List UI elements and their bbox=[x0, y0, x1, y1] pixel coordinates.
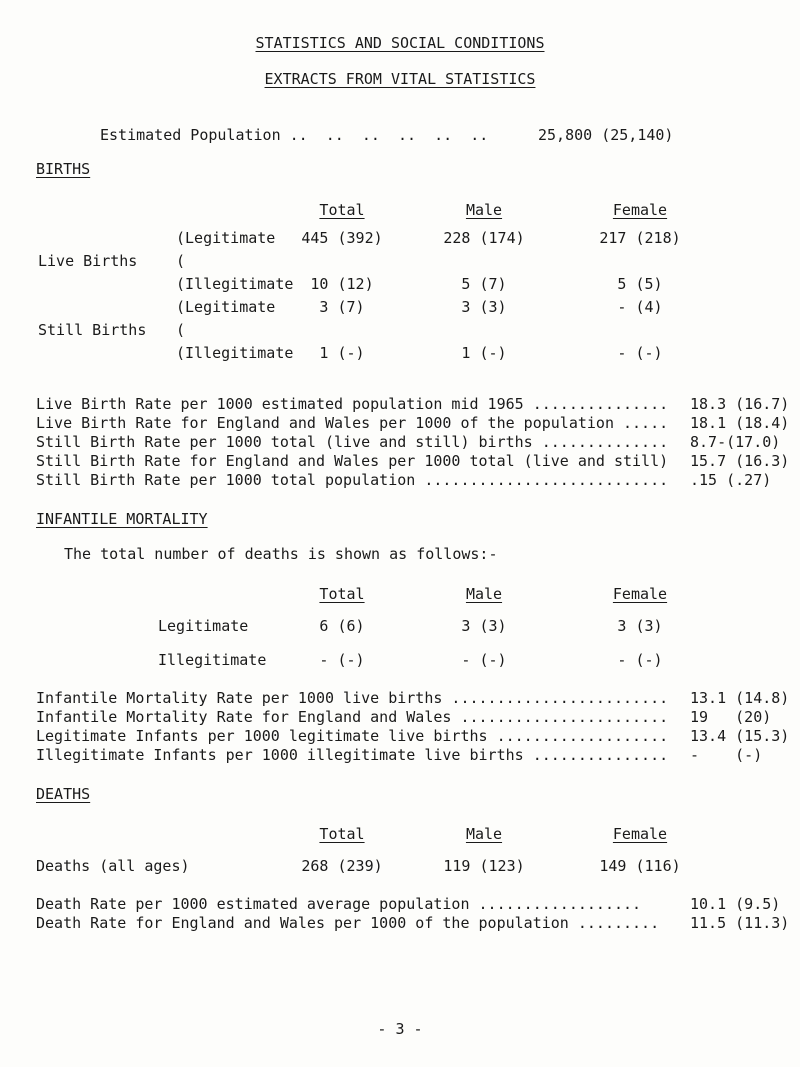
infantile-col-female: Female bbox=[612, 585, 668, 603]
births-col-female: Female bbox=[612, 201, 668, 219]
deaths-heading: DEATHS bbox=[36, 785, 91, 803]
still-legit-female: - (4) bbox=[617, 298, 663, 316]
infantile-legit-label: Legitimate bbox=[158, 617, 249, 635]
infantile-illegit-male: - (-) bbox=[461, 651, 507, 669]
rate-value: .15 (.27) bbox=[690, 471, 772, 489]
rate-label: Still Birth Rate per 1000 total population ........................... bbox=[36, 471, 669, 489]
deaths-total: 268 (239) bbox=[301, 857, 383, 875]
rate-value: 15.7 (16.3) bbox=[690, 452, 790, 470]
births-col-male: Male bbox=[465, 201, 503, 219]
rate-label: Still Birth Rate per 1000 total (live and still) births .............. bbox=[36, 433, 669, 451]
live-illegit-total: 10 (12) bbox=[310, 275, 374, 293]
births-heading: BIRTHS bbox=[36, 160, 91, 178]
rate-label: Illegitimate Infants per 1000 illegitimate live births ............... bbox=[36, 746, 669, 764]
deaths-male: 119 (123) bbox=[443, 857, 525, 875]
rate-label: Live Birth Rate per 1000 estimated population mid 1965 ............... bbox=[36, 395, 669, 413]
live-births-label: Live Births bbox=[38, 252, 138, 270]
still-legit-total: 3 (7) bbox=[319, 298, 365, 316]
deaths-col-male: Male bbox=[465, 825, 503, 843]
population-value: 25,800 (25,140) bbox=[538, 126, 674, 144]
infantile-heading: INFANTILE MORTALITY bbox=[36, 510, 208, 528]
deaths-row-label: Deaths (all ages) bbox=[36, 857, 190, 875]
rate-value: 19 (20) bbox=[690, 708, 772, 726]
rate-label: Still Birth Rate for England and Wales per 1000 total (live and still) bbox=[36, 452, 669, 470]
rate-label: Live Birth Rate for England and Wales per 1000 of the population ..... bbox=[36, 414, 669, 432]
live-illegit-female: 5 (5) bbox=[617, 275, 663, 293]
rate-label: Infantile Mortality Rate for England and Wales ....................... bbox=[36, 708, 669, 726]
infantile-legit-male: 3 (3) bbox=[461, 617, 507, 635]
page-subtitle: EXTRACTS FROM VITAL STATISTICS bbox=[264, 70, 536, 88]
infantile-illegit-total: - (-) bbox=[319, 651, 365, 669]
live-legit-male: 228 (174) bbox=[443, 229, 525, 247]
rate-value: - (-) bbox=[690, 746, 763, 764]
infantile-col-total: Total bbox=[319, 585, 365, 603]
page-number: - 3 - bbox=[377, 1020, 423, 1038]
live-illegit-male: 5 (7) bbox=[461, 275, 507, 293]
rate-label: Death Rate for England and Wales per 1000 of the population ......... bbox=[36, 914, 660, 932]
still-illegit-total: 1 (-) bbox=[319, 344, 365, 362]
rate-value: 13.1 (14.8) bbox=[690, 689, 790, 707]
rate-label: Death Rate per 1000 estimated average population .................. bbox=[36, 895, 642, 913]
bracket: ( bbox=[176, 252, 186, 270]
live-legit-label: (Legitimate bbox=[176, 229, 276, 247]
infantile-legit-total: 6 (6) bbox=[319, 617, 365, 635]
still-illegit-male: 1 (-) bbox=[461, 344, 507, 362]
rate-value: 10.1 (9.5) bbox=[690, 895, 781, 913]
infantile-legit-female: 3 (3) bbox=[617, 617, 663, 635]
deaths-female: 149 (116) bbox=[599, 857, 681, 875]
bracket: ( bbox=[176, 321, 186, 339]
rate-label: Legitimate Infants per 1000 legitimate live births ................... bbox=[36, 727, 669, 745]
deaths-col-female: Female bbox=[612, 825, 668, 843]
still-illegit-female: - (-) bbox=[617, 344, 663, 362]
live-legit-total: 445 (392) bbox=[301, 229, 383, 247]
page-title: STATISTICS AND SOCIAL CONDITIONS bbox=[255, 34, 545, 52]
rate-value: 8.7-(17.0) bbox=[690, 433, 781, 451]
rate-value: 18.1 (18.4) bbox=[690, 414, 790, 432]
infantile-col-male: Male bbox=[465, 585, 503, 603]
still-legit-male: 3 (3) bbox=[461, 298, 507, 316]
rate-value: 13.4 (15.3) bbox=[690, 727, 790, 745]
births-col-total: Total bbox=[319, 201, 365, 219]
rate-value: 18.3 (16.7) bbox=[690, 395, 790, 413]
infantile-illegit-label: Illegitimate bbox=[158, 651, 267, 669]
still-legit-label: (Legitimate bbox=[176, 298, 276, 316]
population-label: Estimated Population .. .. .. .. .. .. bbox=[100, 126, 489, 144]
live-legit-female: 217 (218) bbox=[599, 229, 681, 247]
rate-label: Infantile Mortality Rate per 1000 live births ........................ bbox=[36, 689, 669, 707]
rate-value: 11.5 (11.3) bbox=[690, 914, 790, 932]
infantile-intro: The total number of deaths is shown as follows:- bbox=[64, 545, 498, 563]
still-illegit-label: (Illegitimate bbox=[176, 344, 294, 362]
deaths-col-total: Total bbox=[319, 825, 365, 843]
live-illegit-label: (Illegitimate bbox=[176, 275, 294, 293]
still-births-label: Still Births bbox=[38, 321, 147, 339]
infantile-illegit-female: - (-) bbox=[617, 651, 663, 669]
